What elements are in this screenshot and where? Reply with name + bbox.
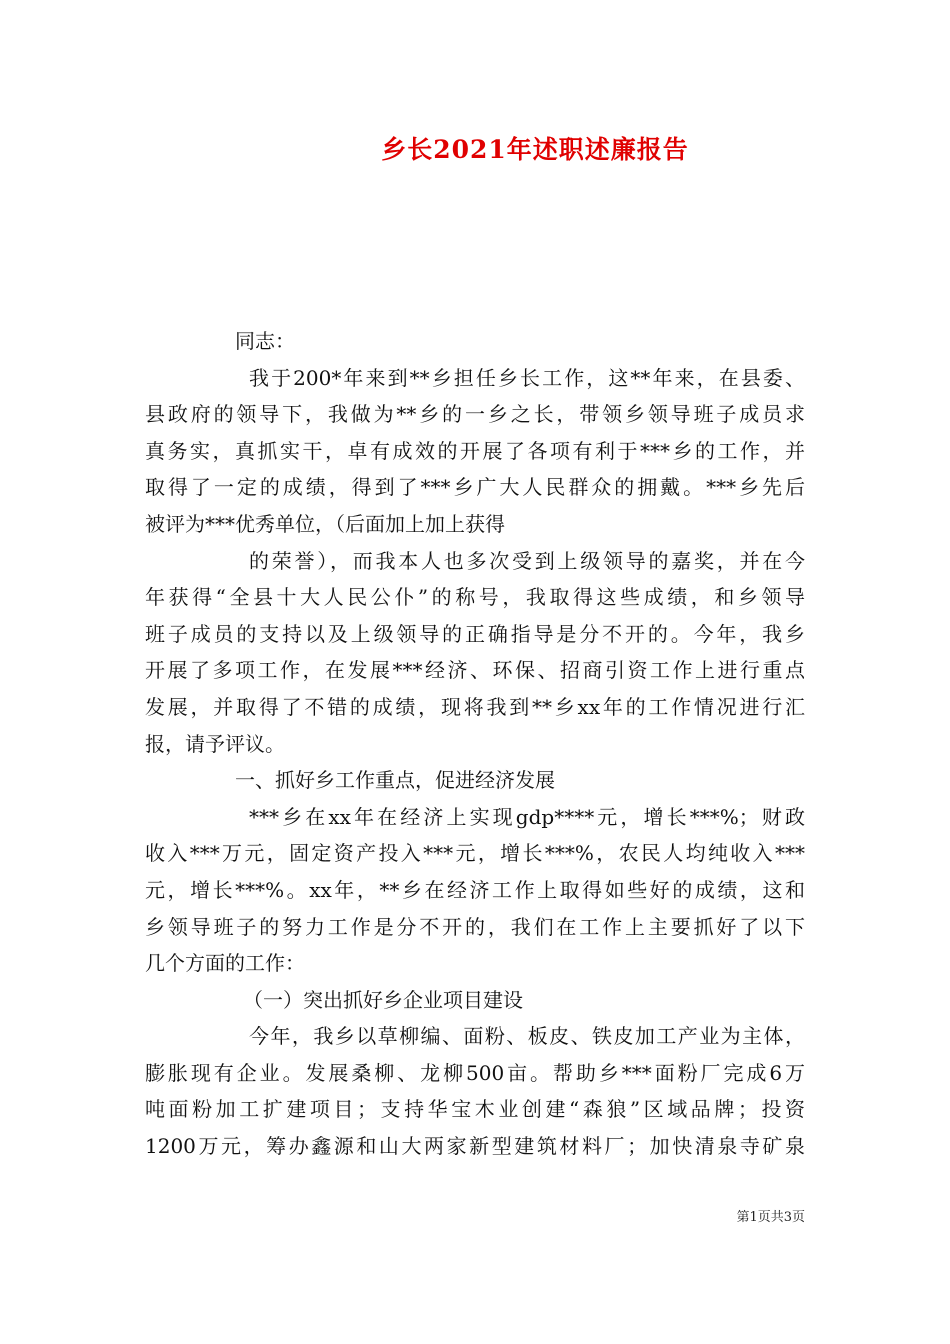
paragraph-line: 县政府的领导下，我做为**乡的一乡之长，带领乡领导班子成员求 xyxy=(145,402,805,427)
paragraph-line: 收入***万元，固定资产投入***元，增长***%，农民人均纯收入*** xyxy=(145,841,805,866)
paragraph-line: 元，增长***%。xx年，**乡在经济工作上取得如些好的成绩，这和 xyxy=(145,877,805,902)
paragraph-line: 报，请予评议。 xyxy=(145,731,285,756)
subsection-heading: （一）突出抓好乡企业项目建设 xyxy=(243,987,523,1012)
paragraph-line: 真务实，真抓实干，卓有成效的开展了各项有利于***乡的工作，并 xyxy=(145,438,805,463)
page-number: 第1页共3页 xyxy=(736,1210,805,1225)
paragraph-line: 开展了多项工作，在发展***经济、环保、招商引资工作上进行重点 xyxy=(145,658,805,683)
paragraph-line: 的荣誉），而我本人也多次受到上级领导的嘉奖，并在今 xyxy=(249,548,805,573)
paragraph-line: 取得了一定的成绩，得到了***乡广大人民群众的拥戴。***乡先后 xyxy=(145,475,805,500)
paragraph-line: 发展，并取得了不错的成绩，现将我到**乡xx年的工作情况进行汇 xyxy=(145,694,805,719)
paragraph-line: 年获得“全县十大人民公仆”的称号，我取得这些成绩，和乡领导 xyxy=(145,585,805,610)
paragraph-line: 吨面粉加工扩建项目；支持华宝木业创建“森狼”区域品牌；投资 xyxy=(145,1097,805,1122)
salutation-line: 同志： xyxy=(235,329,295,353)
paragraph-line: 我于200*年来到**乡担任乡长工作，这**年来，在县委、 xyxy=(249,365,805,390)
paragraph-line: 几个方面的工作： xyxy=(145,951,305,976)
paragraph-line: 乡领导班子的努力工作是分不开的，我们在工作上主要抓好了以下 xyxy=(145,914,805,939)
paragraph-line: 1200万元，筹办鑫源和山大两家新型建筑材料厂；加快清泉寺矿泉 xyxy=(145,1134,805,1159)
paragraph-line: ***乡在xx年在经济上实现gdp****元，增长***%；财政 xyxy=(249,804,805,829)
paragraph-line: 膨胀现有企业。发展桑柳、龙柳500亩。帮助乡***面粉厂完成6万 xyxy=(145,1060,805,1085)
paragraph-line: 班子成员的支持以及上级领导的正确指导是分不开的。今年，我乡 xyxy=(145,621,805,646)
section-heading: 一、抓好乡工作重点，促进经济发展 xyxy=(235,768,555,793)
document-title: 乡长2021年述职述廉报告 xyxy=(381,135,689,164)
paragraph-line: 今年，我乡以草柳编、面粉、板皮、铁皮加工产业为主体， xyxy=(249,1024,805,1049)
paragraph-line: 被评为***优秀单位，（后面加上加上获得 xyxy=(145,511,505,536)
document-body xyxy=(145,323,805,1165)
